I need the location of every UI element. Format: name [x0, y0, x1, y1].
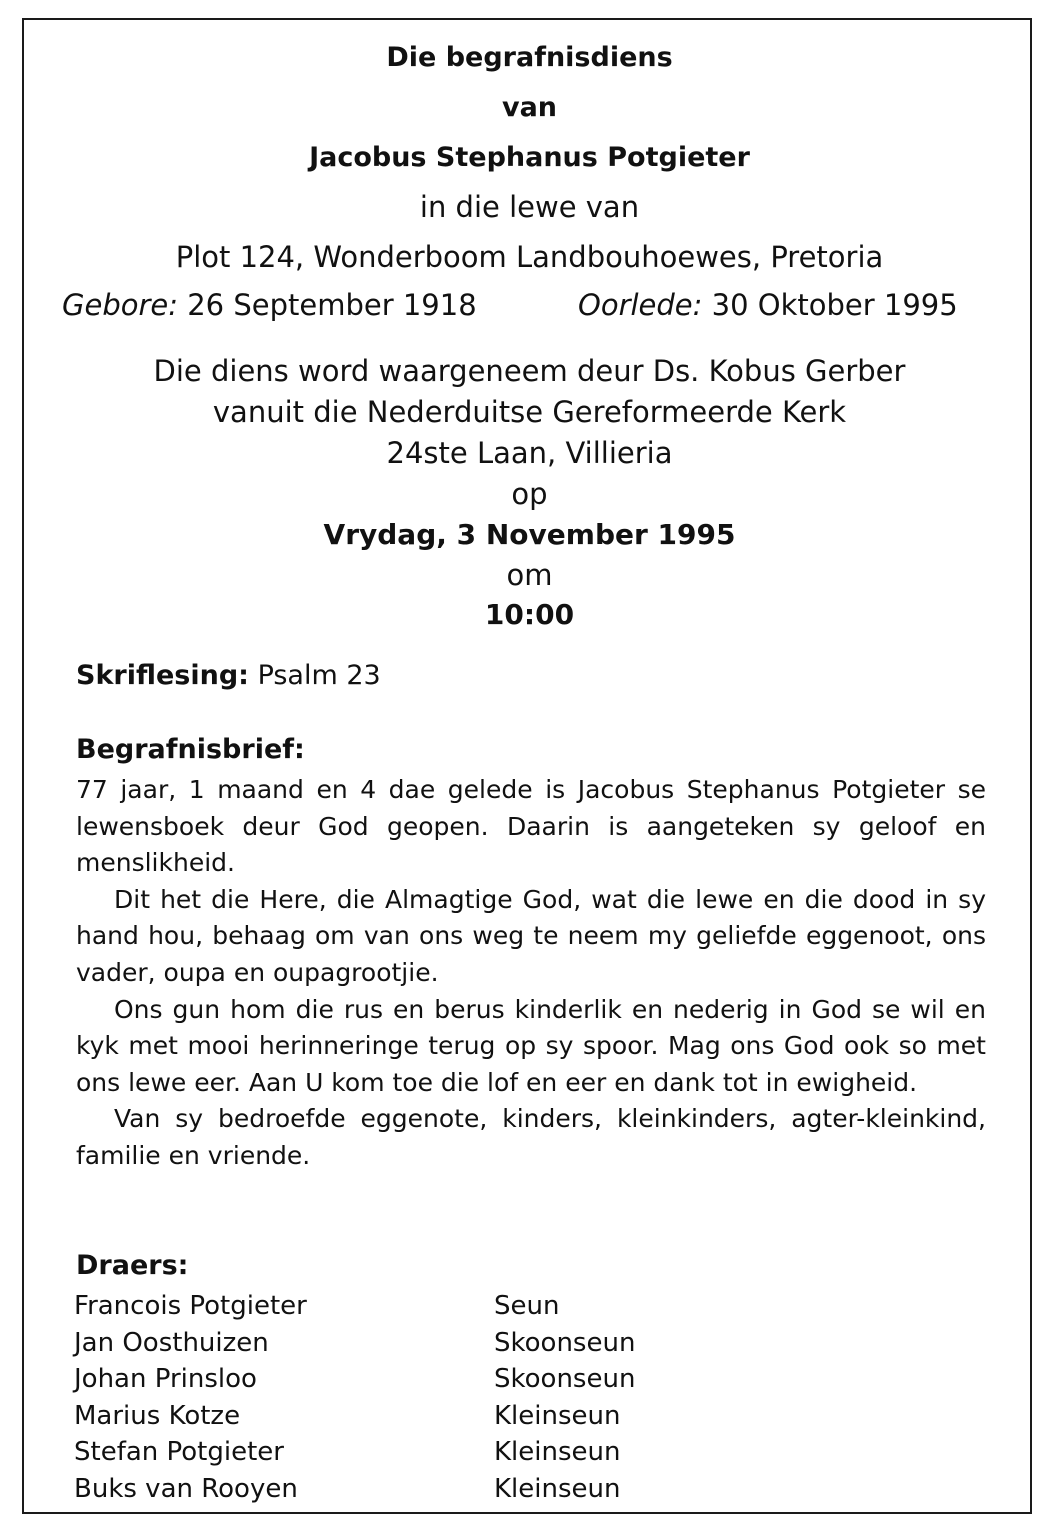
bearer-relation: Skoonseun [494, 1364, 636, 1395]
died-label: Oorlede: [578, 288, 703, 322]
scripture-value: Psalm 23 [257, 660, 381, 691]
scripture-label: Skriflesing: [76, 660, 249, 691]
bearer-name: Stefan Potgieter [74, 1437, 284, 1468]
funeral-letter [76, 772, 986, 1175]
bearer-name: Buks van Rooyen [74, 1473, 298, 1504]
in-life-of: in die lewe van [419, 190, 640, 224]
bearer-row [74, 1361, 774, 1398]
bearer-row [74, 1288, 774, 1325]
bearer-relation: Kleinseun [494, 1473, 621, 1504]
title-van: van [501, 92, 558, 123]
service-title: Die begrafnisdiens [386, 42, 673, 73]
om-line: om [506, 558, 553, 592]
bearer-relation: Seun [494, 1291, 560, 1321]
service-date: Vrydag, 3 November 1995 [323, 518, 736, 551]
bearer-name: Francois Potgieter [74, 1291, 307, 1321]
church-line: vanuit die Nederduitse Gereformeerde Kerk [212, 395, 847, 429]
scripture-reading [76, 660, 381, 691]
bearer-name: Marius Kotze [74, 1400, 241, 1431]
born-date [62, 288, 477, 322]
born-value: 26 September 1918 [187, 288, 477, 322]
born-label: Gebore: [62, 288, 178, 322]
church-address: 24ste Laan, Villieria [386, 436, 673, 470]
service-time: 10:00 [484, 598, 575, 631]
letter-heading: Begrafnisbrief: [76, 734, 305, 765]
bearer-name: Johan Prinsloo [74, 1364, 257, 1395]
bearer-row [74, 1471, 774, 1508]
letter-paragraph: Van sy bedroefde eggenote, kinders, kleinkinders, agter-kleinkind, familie en vriende. [76, 1104, 986, 1170]
bearers-list [74, 1288, 774, 1508]
deceased-name: Jacobus Stephanus Potgieter [309, 142, 750, 173]
address: Plot 124, Wonderboom Landbouhoewes, Pretoria [175, 240, 884, 274]
bearer-row [74, 1398, 774, 1435]
letter-paragraph: Dit het die Here, die Almagtige God, wat die lewe en die dood in sy hand hou, behaag om van ons weg te neem my geliefde eggenoot, ons vader, oupa en oupagrootjie. [76, 884, 986, 987]
died-date [578, 288, 958, 322]
letter-paragraph: 77 jaar, 1 maand en 4 dae gelede is Jacobus Stephanus Potgieter se lewensboek deur God geopen. Daarin is aangeteken sy geloof en menslikheid. [76, 775, 986, 878]
bearer-relation: Kleinseun [494, 1437, 621, 1468]
died-value: 30 Oktober 1995 [711, 288, 958, 322]
bearer-relation: Skoonseun [494, 1327, 636, 1358]
officiant-line: Die diens word waargeneem deur Ds. Kobus Gerber [153, 354, 906, 388]
bearer-row [74, 1325, 774, 1362]
bearer-relation: Kleinseun [494, 1400, 621, 1431]
bearers-heading: Draers: [76, 1250, 189, 1281]
bearer-name: Jan Oosthuizen [74, 1327, 269, 1358]
op-line: op [511, 477, 548, 511]
bearer-row [74, 1434, 774, 1471]
letter-paragraph: Ons gun hom die rus en berus kinderlik en nederig in God se wil en kyk met mooi herinneringe terug op sy spoor. Mag ons God ook so met ons lewe eer. Aan U kom toe die lof en eer en dank tot in ewigheid. [76, 994, 986, 1097]
